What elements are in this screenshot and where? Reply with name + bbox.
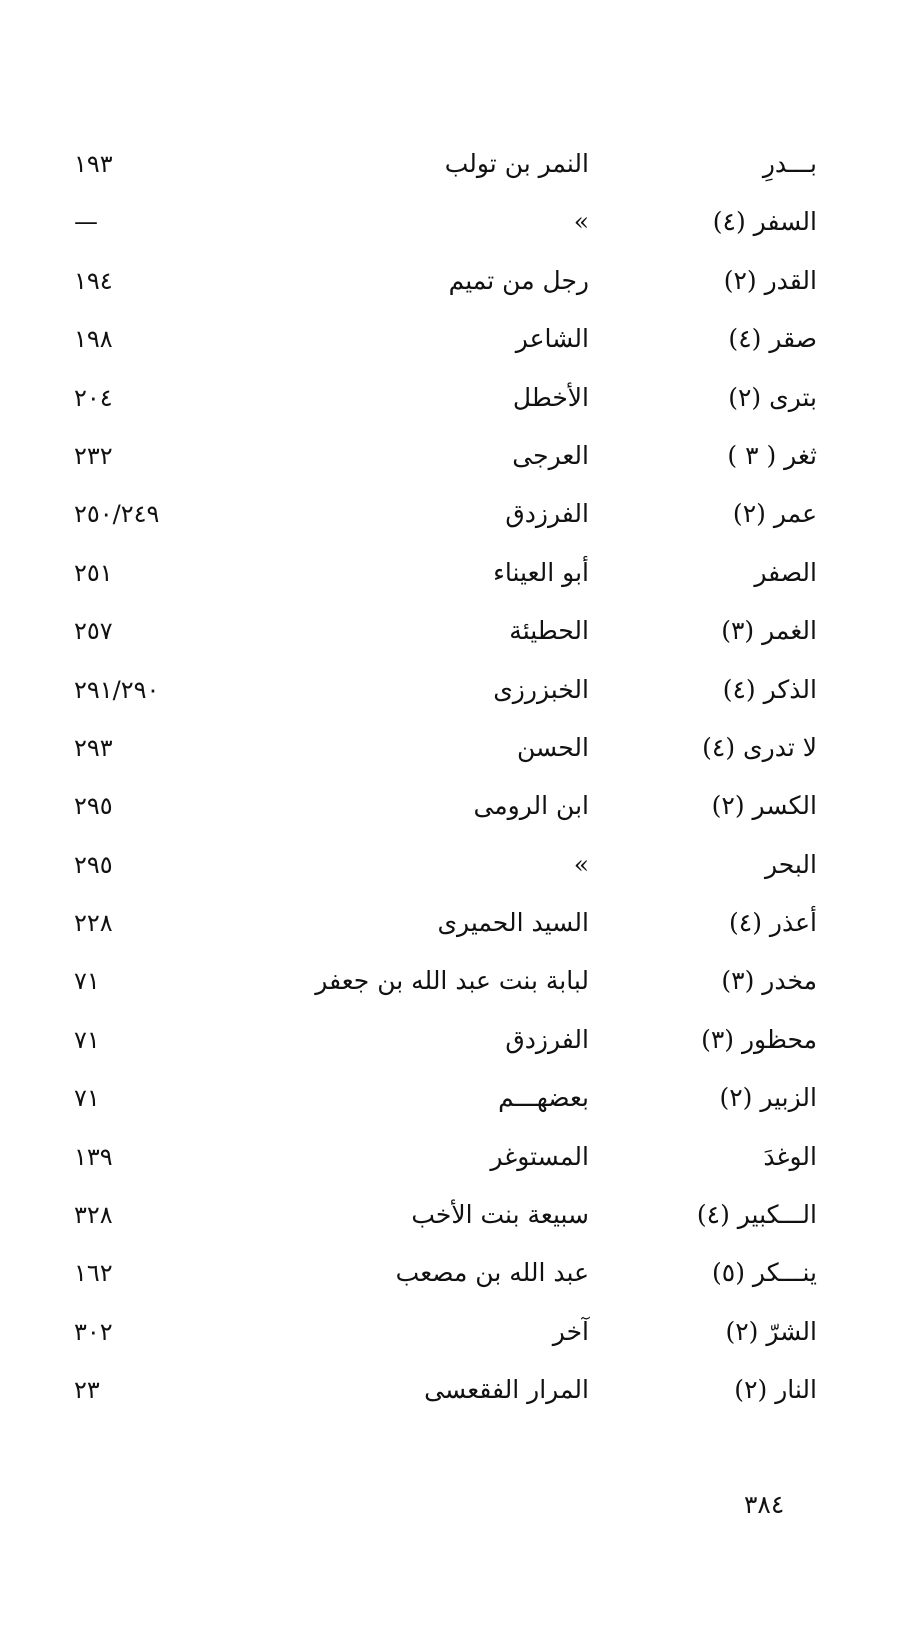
page-reference: ٣٠٢ <box>74 1317 113 1346</box>
rhyme-word: عمر (٢) <box>732 499 817 529</box>
poet-name: الأخطل <box>512 382 589 412</box>
rhyme-word: ينـــكر (٥) <box>712 1258 817 1288</box>
page-reference: ١٦٢ <box>74 1259 113 1288</box>
index-row <box>0 1011 909 1069</box>
page-reference: ٣٢٨ <box>74 1201 113 1230</box>
poet-name: ابن الرومى <box>473 791 589 821</box>
index-row <box>0 1069 909 1127</box>
page-reference: ٢٩٥ <box>74 792 113 821</box>
rhyme-word: الكسر (٢) <box>711 791 817 821</box>
page-reference: ١٣٩ <box>74 1142 113 1171</box>
poet-name: الفرزدق <box>505 499 589 529</box>
rhyme-word: بترى (٢) <box>728 382 817 412</box>
rhyme-word: الغمر (٣) <box>721 616 817 646</box>
page-reference: ٧١ <box>74 1025 100 1054</box>
rhyme-word: الصفر <box>754 557 817 587</box>
rhyme-word: السفر (٤) <box>712 207 817 237</box>
rhyme-index-table <box>0 135 909 1420</box>
poet-name: أبو العيناء <box>493 557 589 587</box>
index-row <box>0 719 909 777</box>
rhyme-word: الزبير (٢) <box>719 1083 817 1113</box>
page-reference: — <box>74 208 98 237</box>
page-reference: ٢٥١ <box>74 558 113 587</box>
rhyme-word: لا تدرى (٤) <box>702 732 817 762</box>
page-reference: ٢٥٧ <box>74 617 113 646</box>
index-row <box>0 252 909 310</box>
poet-name: الحسن <box>516 732 589 762</box>
poet-name: عبد الله بن مصعب <box>395 1258 589 1288</box>
page-reference: ٢٣ <box>74 1376 100 1405</box>
index-row <box>0 836 909 894</box>
page-reference: ١٩٣ <box>74 150 113 178</box>
rhyme-word: البحر <box>764 849 817 879</box>
poet-name: سبيعة بنت الأخب <box>411 1200 589 1230</box>
index-row <box>0 310 909 368</box>
rhyme-word: أعذر (٤) <box>729 908 817 938</box>
page-reference: ٢٠٤ <box>74 383 113 412</box>
index-row <box>0 1186 909 1244</box>
rhyme-word: محظور (٣) <box>701 1024 817 1054</box>
rhyme-word: الوغدَ <box>763 1141 817 1171</box>
rhyme-word: صقر (٤) <box>728 324 817 354</box>
page-reference: ٢٣٢ <box>74 441 113 470</box>
poet-name: الحطيئة <box>509 616 589 646</box>
poet-name: الشاعر <box>515 324 589 354</box>
index-row <box>0 193 909 251</box>
poet-name: » <box>573 849 589 879</box>
rhyme-word: النار (٢) <box>734 1375 817 1405</box>
index-row <box>0 1303 909 1361</box>
page-reference: ٧١ <box>74 967 100 996</box>
index-row <box>0 369 909 427</box>
poet-name: المستوغر <box>490 1141 589 1171</box>
rhyme-word: الذكر (٤) <box>722 674 817 704</box>
index-row <box>0 1128 909 1186</box>
rhyme-word: الشرّ (٢) <box>725 1316 817 1346</box>
poet-name: الفرزدق <box>505 1024 589 1054</box>
poet-name: بعضهـــم <box>498 1083 589 1113</box>
page-reference: ٢٩٥ <box>74 850 113 879</box>
page-reference: ١٩٨ <box>74 325 113 354</box>
index-row <box>0 135 909 193</box>
index-row <box>0 1361 909 1419</box>
page-reference: ٧١ <box>74 1084 100 1113</box>
rhyme-word: بـــدرِ <box>762 149 817 178</box>
index-row <box>0 1244 909 1302</box>
rhyme-word: ثغر ( ٣ ) <box>727 440 817 470</box>
index-row <box>0 777 909 835</box>
poet-name: الخبزرزى <box>493 674 589 704</box>
page-reference: ٢٥٠/٢٤٩ <box>74 500 160 529</box>
poet-name: السيد الحميرى <box>437 908 589 938</box>
poet-name: المرار الفقعسى <box>424 1375 589 1405</box>
poet-name: العرجى <box>512 440 589 470</box>
poet-name: آخر <box>552 1316 589 1346</box>
poet-name: لبابة بنت عبد الله بن جعفر <box>315 966 589 996</box>
index-row <box>0 427 909 485</box>
index-row <box>0 894 909 952</box>
page-reference: ١٩٤ <box>74 266 113 295</box>
index-row <box>0 602 909 660</box>
page-reference: ٢٩١/٢٩٠ <box>74 675 160 704</box>
index-row <box>0 485 909 543</box>
poet-name: النمر بن تولب <box>444 149 589 178</box>
page-reference: ٢٩٣ <box>74 733 113 762</box>
rhyme-word: مخدر (٣) <box>721 966 817 996</box>
rhyme-word: القدر (٢) <box>723 265 817 295</box>
index-row <box>0 661 909 719</box>
page-reference: ٢٢٨ <box>74 909 113 938</box>
poet-name: رجل من تميم <box>448 265 589 295</box>
rhyme-word: الـــكبير (٤) <box>696 1200 817 1230</box>
poet-name: » <box>573 207 589 237</box>
index-row <box>0 544 909 602</box>
index-row <box>0 952 909 1010</box>
page-number: ٣٨٤ <box>744 1490 785 1519</box>
